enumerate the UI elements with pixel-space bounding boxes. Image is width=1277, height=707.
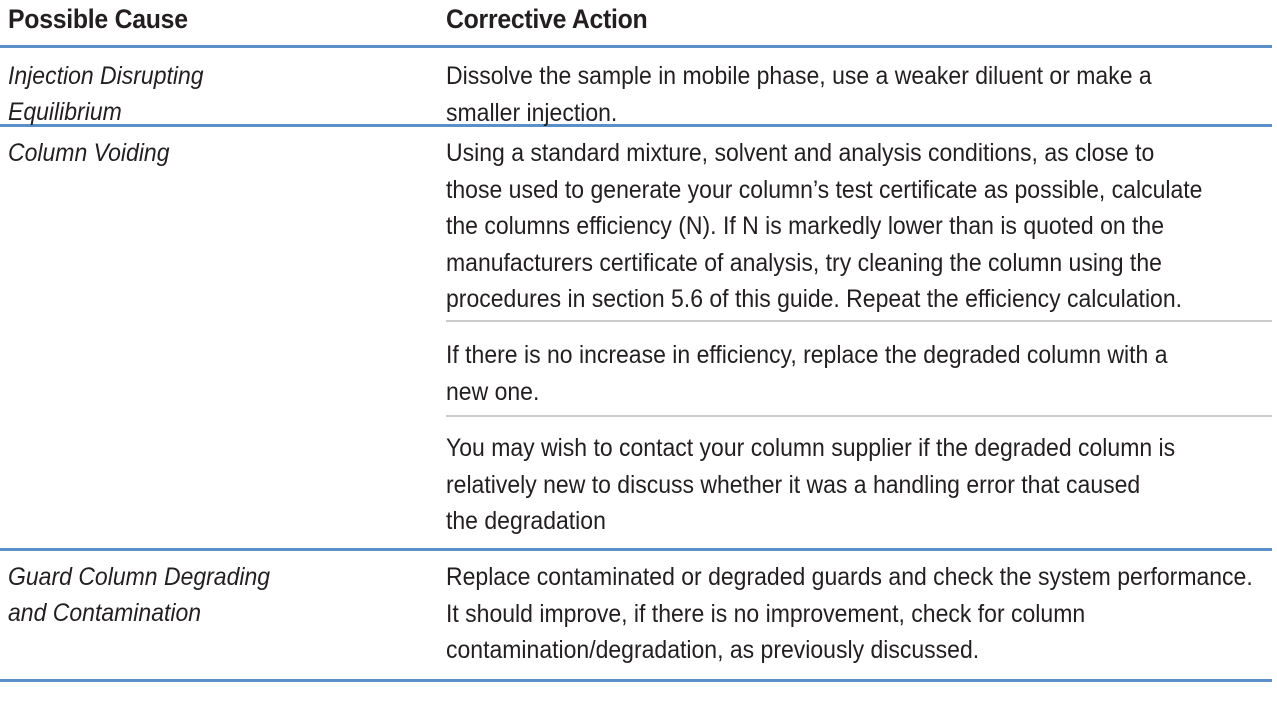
- action-cell: [446, 58, 1272, 131]
- cause-cell: Injection Disrupting Equilibrium: [8, 62, 204, 126]
- action-paragraph: Dissolve the sample in mobile phase, use a weaker diluent or make a smaller injection.: [446, 62, 1152, 127]
- paragraph-divider: [446, 415, 1272, 417]
- action-paragraph: You may wish to contact your column supplier if the degraded column is relatively new to discuss whether it was a handling error that caused the degradation: [446, 434, 1176, 535]
- cause-cell: Guard Column Degrading and Contamination: [8, 563, 271, 627]
- table-bottom-rule: [0, 679, 1272, 682]
- table-row: [0, 48, 1272, 127]
- table-row: [0, 127, 1272, 548]
- cause-cell: Column Voiding: [8, 139, 170, 167]
- table-row: [0, 551, 1272, 679]
- paragraph-divider: [446, 320, 1272, 322]
- table-header: [0, 0, 1272, 45]
- action-cell: [446, 135, 1272, 318]
- action-paragraph: Replace contaminated or degraded guards and check the system performance. It should improve, if there is no improvement, check for column contamination/degradation, as previously discussed.: [446, 563, 1253, 664]
- action-cell: [446, 430, 1272, 540]
- action-cell: [446, 559, 1272, 669]
- header-possible-cause: Possible Cause: [8, 4, 188, 34]
- action-paragraph: If there is no increase in efficiency, replace the degraded column with a new one.: [446, 341, 1168, 406]
- header-corrective-action: Corrective Action: [446, 4, 648, 34]
- action-paragraph: Using a standard mixture, solvent and analysis conditions, as close to those used to generate your column’s test certificate as possible, calculate the columns efficiency (N). If N is markedly lower than is quoted on the manufacturers certificate of analysis, try cleaning the column using the procedures in section 5.6 of this guide. Repeat the efficiency calculation.: [446, 139, 1203, 313]
- action-cell: [446, 337, 1272, 410]
